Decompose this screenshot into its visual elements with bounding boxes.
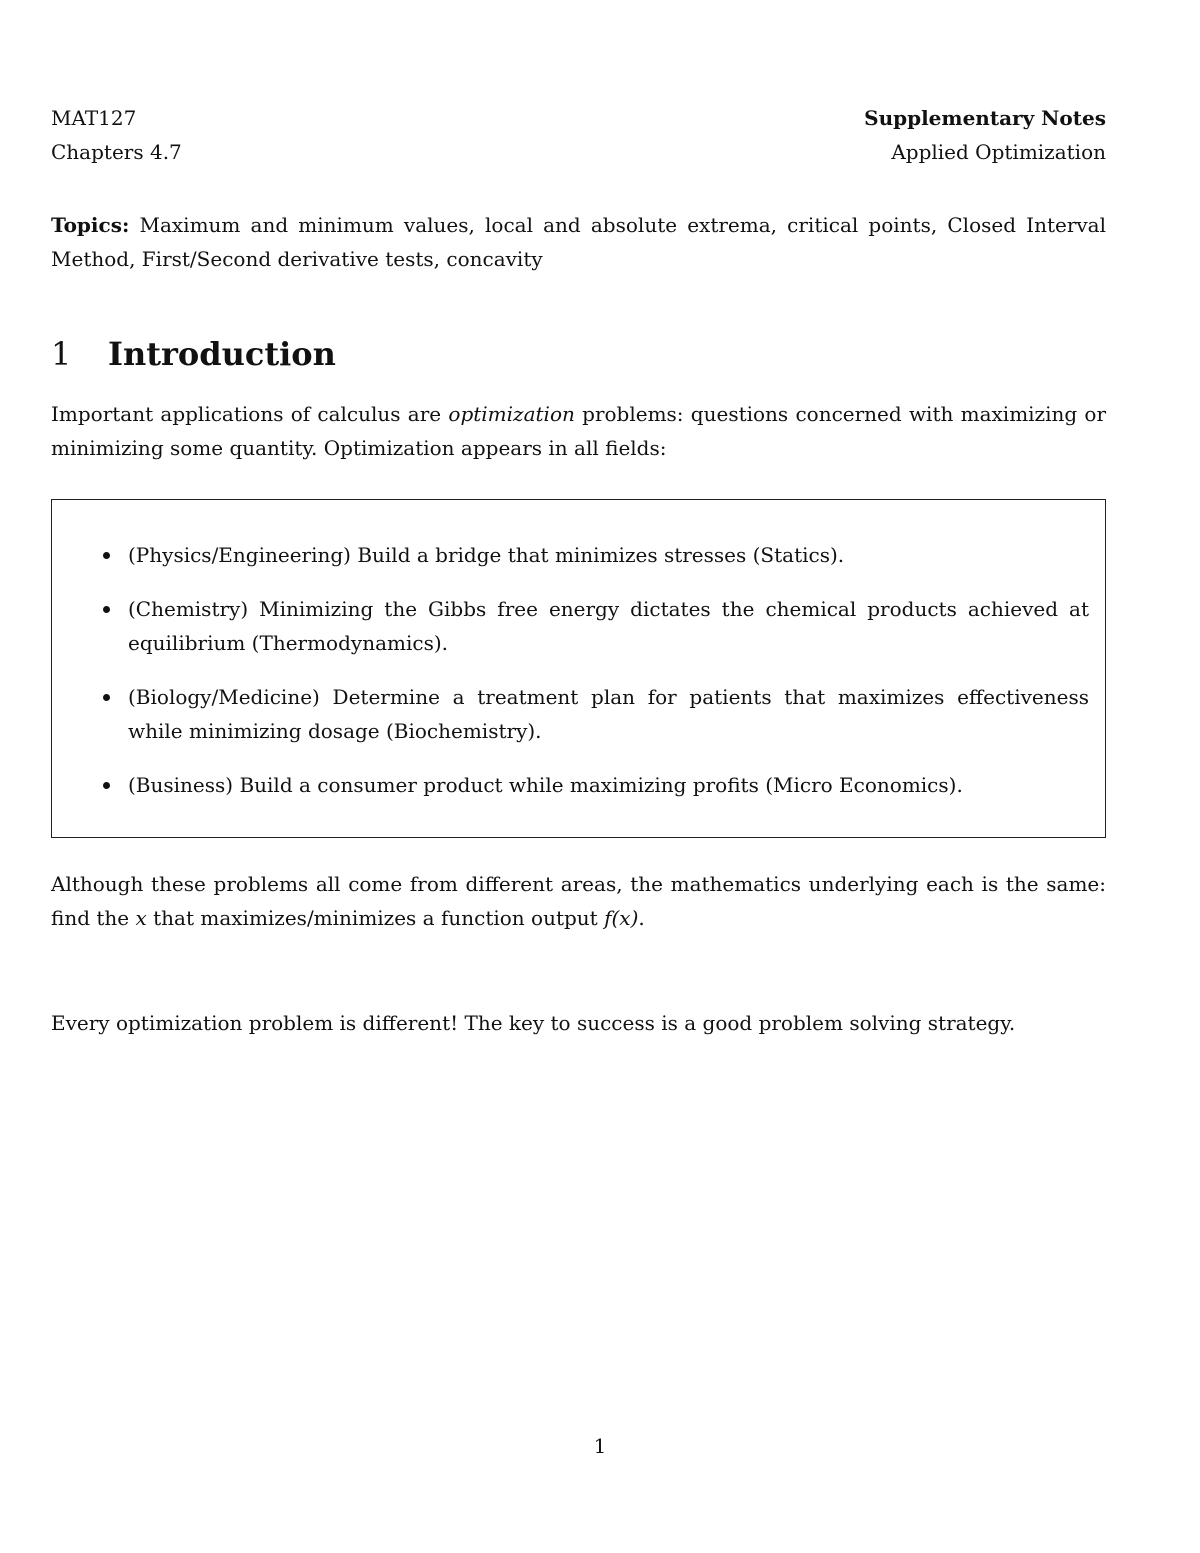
example-text: (Business) Build a consumer product while maximizing profits (Micro Economics). — [128, 773, 963, 797]
intro-text-before: Important applications of calculus are — [51, 402, 442, 426]
topics-text: Maximum and minimum values, local and absolute extrema, critical points, Closed Interval Method, First/Second derivative tests, concavity — [51, 213, 1106, 271]
section-number: 1 — [51, 335, 72, 373]
intro-text-after: problems: questions concerned with maximizing or minimizing some quantity. Optimization appears in all fields: — [51, 402, 1107, 460]
bullet-icon — [103, 606, 110, 613]
examples-list — [52, 538, 1105, 822]
examples-box — [51, 499, 1106, 838]
course-code: MAT127 — [51, 106, 137, 130]
example-item — [52, 768, 1105, 802]
closing-paragraph: Every optimization problem is different! The key to success is a good problem solving strategy. — [51, 1011, 1016, 1035]
example-item — [52, 538, 1105, 572]
math-variable-x: x — [135, 906, 147, 930]
although-end: . — [638, 906, 645, 930]
section-title: Introduction — [108, 335, 336, 373]
header-row-1 — [51, 106, 1106, 130]
intro-emphasis: optimization — [448, 402, 575, 426]
header-row-2 — [51, 140, 1106, 164]
although-paragraph — [51, 867, 1106, 935]
example-item — [52, 680, 1105, 748]
example-text: (Physics/Engineering) Build a bridge that minimizes stresses (Statics). — [128, 543, 845, 567]
example-item — [52, 592, 1105, 660]
example-text: (Biology/Medicine) Determine a treatment plan for patients that maximizes effectiveness while minimizing dosage (Biochemistry). — [128, 685, 1089, 743]
document-type: Supplementary Notes — [864, 106, 1106, 130]
example-text: (Chemistry) Minimizing the Gibbs free energy dictates the chemical products achieved at equilibrium (Thermodynamics). — [128, 597, 1089, 655]
although-text-1: Although these problems all come from different areas, the mathematics underlying each is the same: find the — [51, 872, 1106, 930]
math-function-f: f(x) — [604, 906, 639, 930]
subject-label: Applied Optimization — [891, 140, 1106, 164]
although-text-2: that maximizes/minimizes a function output — [153, 906, 598, 930]
chapters-label: Chapters 4.7 — [51, 140, 182, 164]
bullet-icon — [103, 694, 110, 701]
section-heading — [51, 334, 336, 374]
intro-paragraph — [51, 397, 1106, 465]
topics-paragraph — [51, 208, 1106, 276]
topics-label: Topics: — [51, 213, 130, 237]
bullet-icon — [103, 552, 110, 559]
page-number: 1 — [593, 1434, 607, 1458]
bullet-icon — [103, 782, 110, 789]
